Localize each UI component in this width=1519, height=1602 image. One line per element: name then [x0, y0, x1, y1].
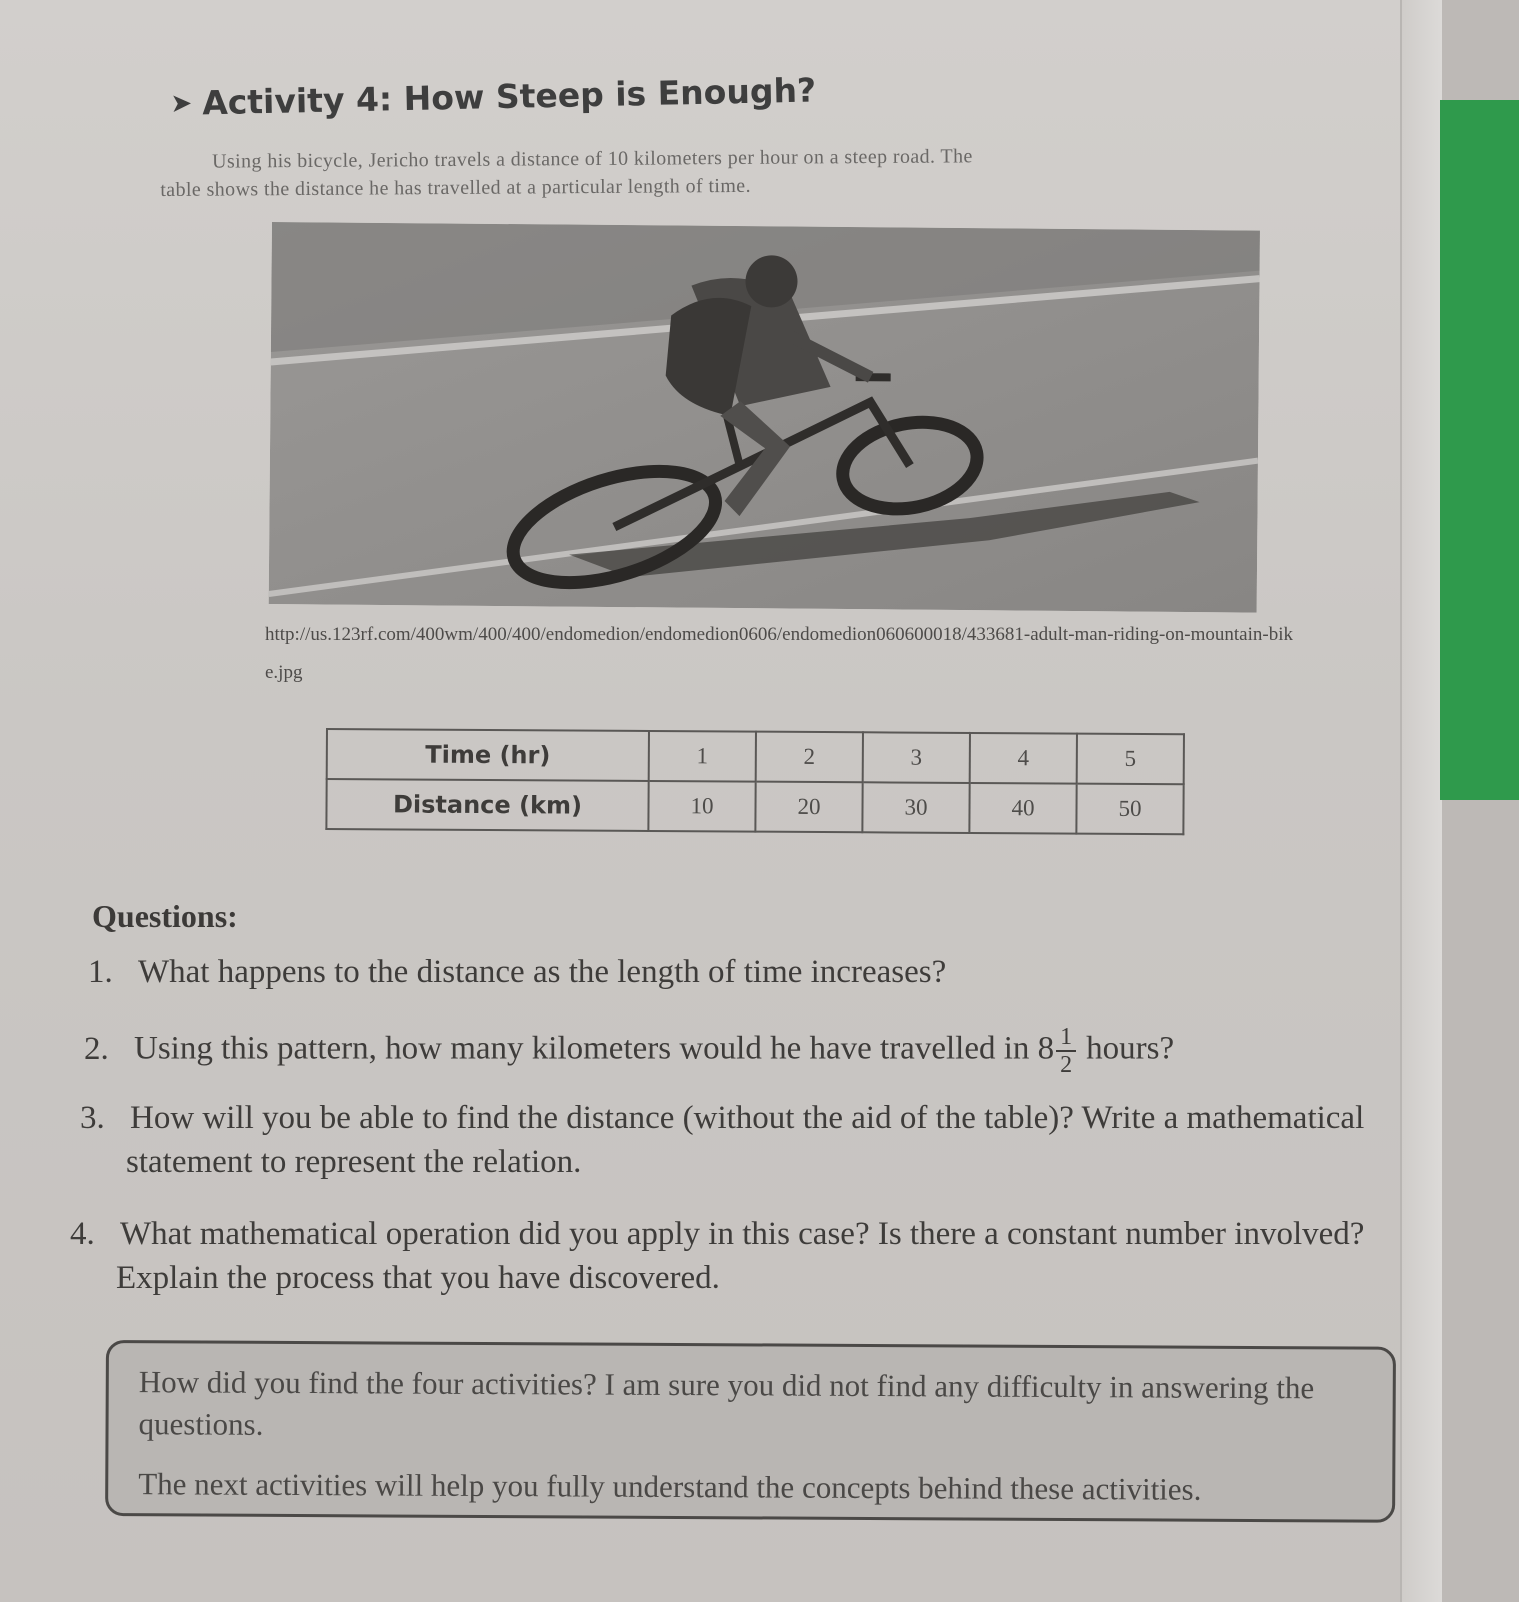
- image-source-url: http://us.123rf.com/400wm/400/400/endomedion/endomedion0606/endomedion060600018/433681-adult-man-riding-on-mountain-bike.jpg: [265, 624, 1293, 683]
- question-text: What mathematical operation did you apply in this case? Is there a constant number involved?: [120, 1216, 1365, 1252]
- intro-paragraph: [160, 140, 1340, 204]
- question-1: [88, 950, 946, 994]
- question-number: 3.: [80, 1100, 105, 1136]
- reflection-note-box: [105, 1340, 1396, 1523]
- question-text-continued: statement to represent the relation.: [126, 1144, 582, 1180]
- cyclist-photo: [269, 222, 1260, 613]
- activity-heading: [170, 70, 816, 123]
- fraction-one-half: [1056, 1024, 1076, 1078]
- question-text: How will you be able to find the distance (without the aid of the table)? Write a mathematical: [130, 1100, 1365, 1136]
- question-text-end: hours?: [1086, 1030, 1175, 1067]
- row-header: Distance (km): [326, 779, 648, 831]
- table-cell: 40: [969, 783, 1076, 834]
- table-cell: 1: [649, 731, 756, 782]
- question-number: 1.: [88, 954, 113, 990]
- note-line-1: How did you find the four activities? I am sure you did not find any difficulty in answering the questions.: [138, 1364, 1315, 1442]
- question-text: Using this pattern, how many kilometers would he have travelled in 8: [134, 1030, 1055, 1067]
- question-number: 4.: [70, 1216, 95, 1252]
- fraction-denominator: 2: [1060, 1052, 1073, 1078]
- table-cell: 2: [756, 732, 863, 783]
- time-distance-table: [325, 728, 1185, 835]
- table-cell: 5: [1077, 734, 1184, 785]
- table-cell: 50: [1076, 784, 1183, 835]
- activity-title: Activity 4: How Steep is Enough?: [201, 70, 817, 123]
- table-cell: 20: [755, 782, 862, 833]
- green-book-tab: [1440, 100, 1519, 800]
- table-cell: 10: [648, 781, 755, 832]
- rider-helmet: [745, 255, 797, 307]
- question-text-continued: Explain the process that you have discovered.: [116, 1260, 720, 1296]
- row-header: Time (hr): [327, 729, 649, 781]
- question-3: [80, 1096, 1364, 1184]
- table-cell: 4: [970, 733, 1077, 784]
- table-cell: 3: [863, 732, 970, 783]
- table-row: [326, 779, 1183, 834]
- question-text: What happens to the distance as the length of time increases?: [138, 954, 947, 990]
- arrow-bullet-icon: ➤: [170, 88, 193, 119]
- question-4: [70, 1212, 1364, 1300]
- table-row: [327, 729, 1184, 784]
- intro-line-2: table shows the distance he has travelled at a particular length of time.: [160, 174, 752, 201]
- fraction-numerator: 1: [1060, 1024, 1073, 1050]
- cyclist-illustration: [269, 222, 1260, 613]
- intro-line-1: Using his bicycle, Jericho travels a distance of 10 kilometers per hour on a steep road. The: [212, 145, 973, 173]
- page-edge: [1400, 0, 1442, 1602]
- questions-title: Questions:: [92, 898, 238, 934]
- note-line-2: The next activities will help you fully understand the concepts behind these activities.: [138, 1466, 1202, 1507]
- question-number: 2.: [84, 1030, 109, 1067]
- question-2: [84, 1024, 1174, 1078]
- table-cell: 30: [862, 782, 969, 833]
